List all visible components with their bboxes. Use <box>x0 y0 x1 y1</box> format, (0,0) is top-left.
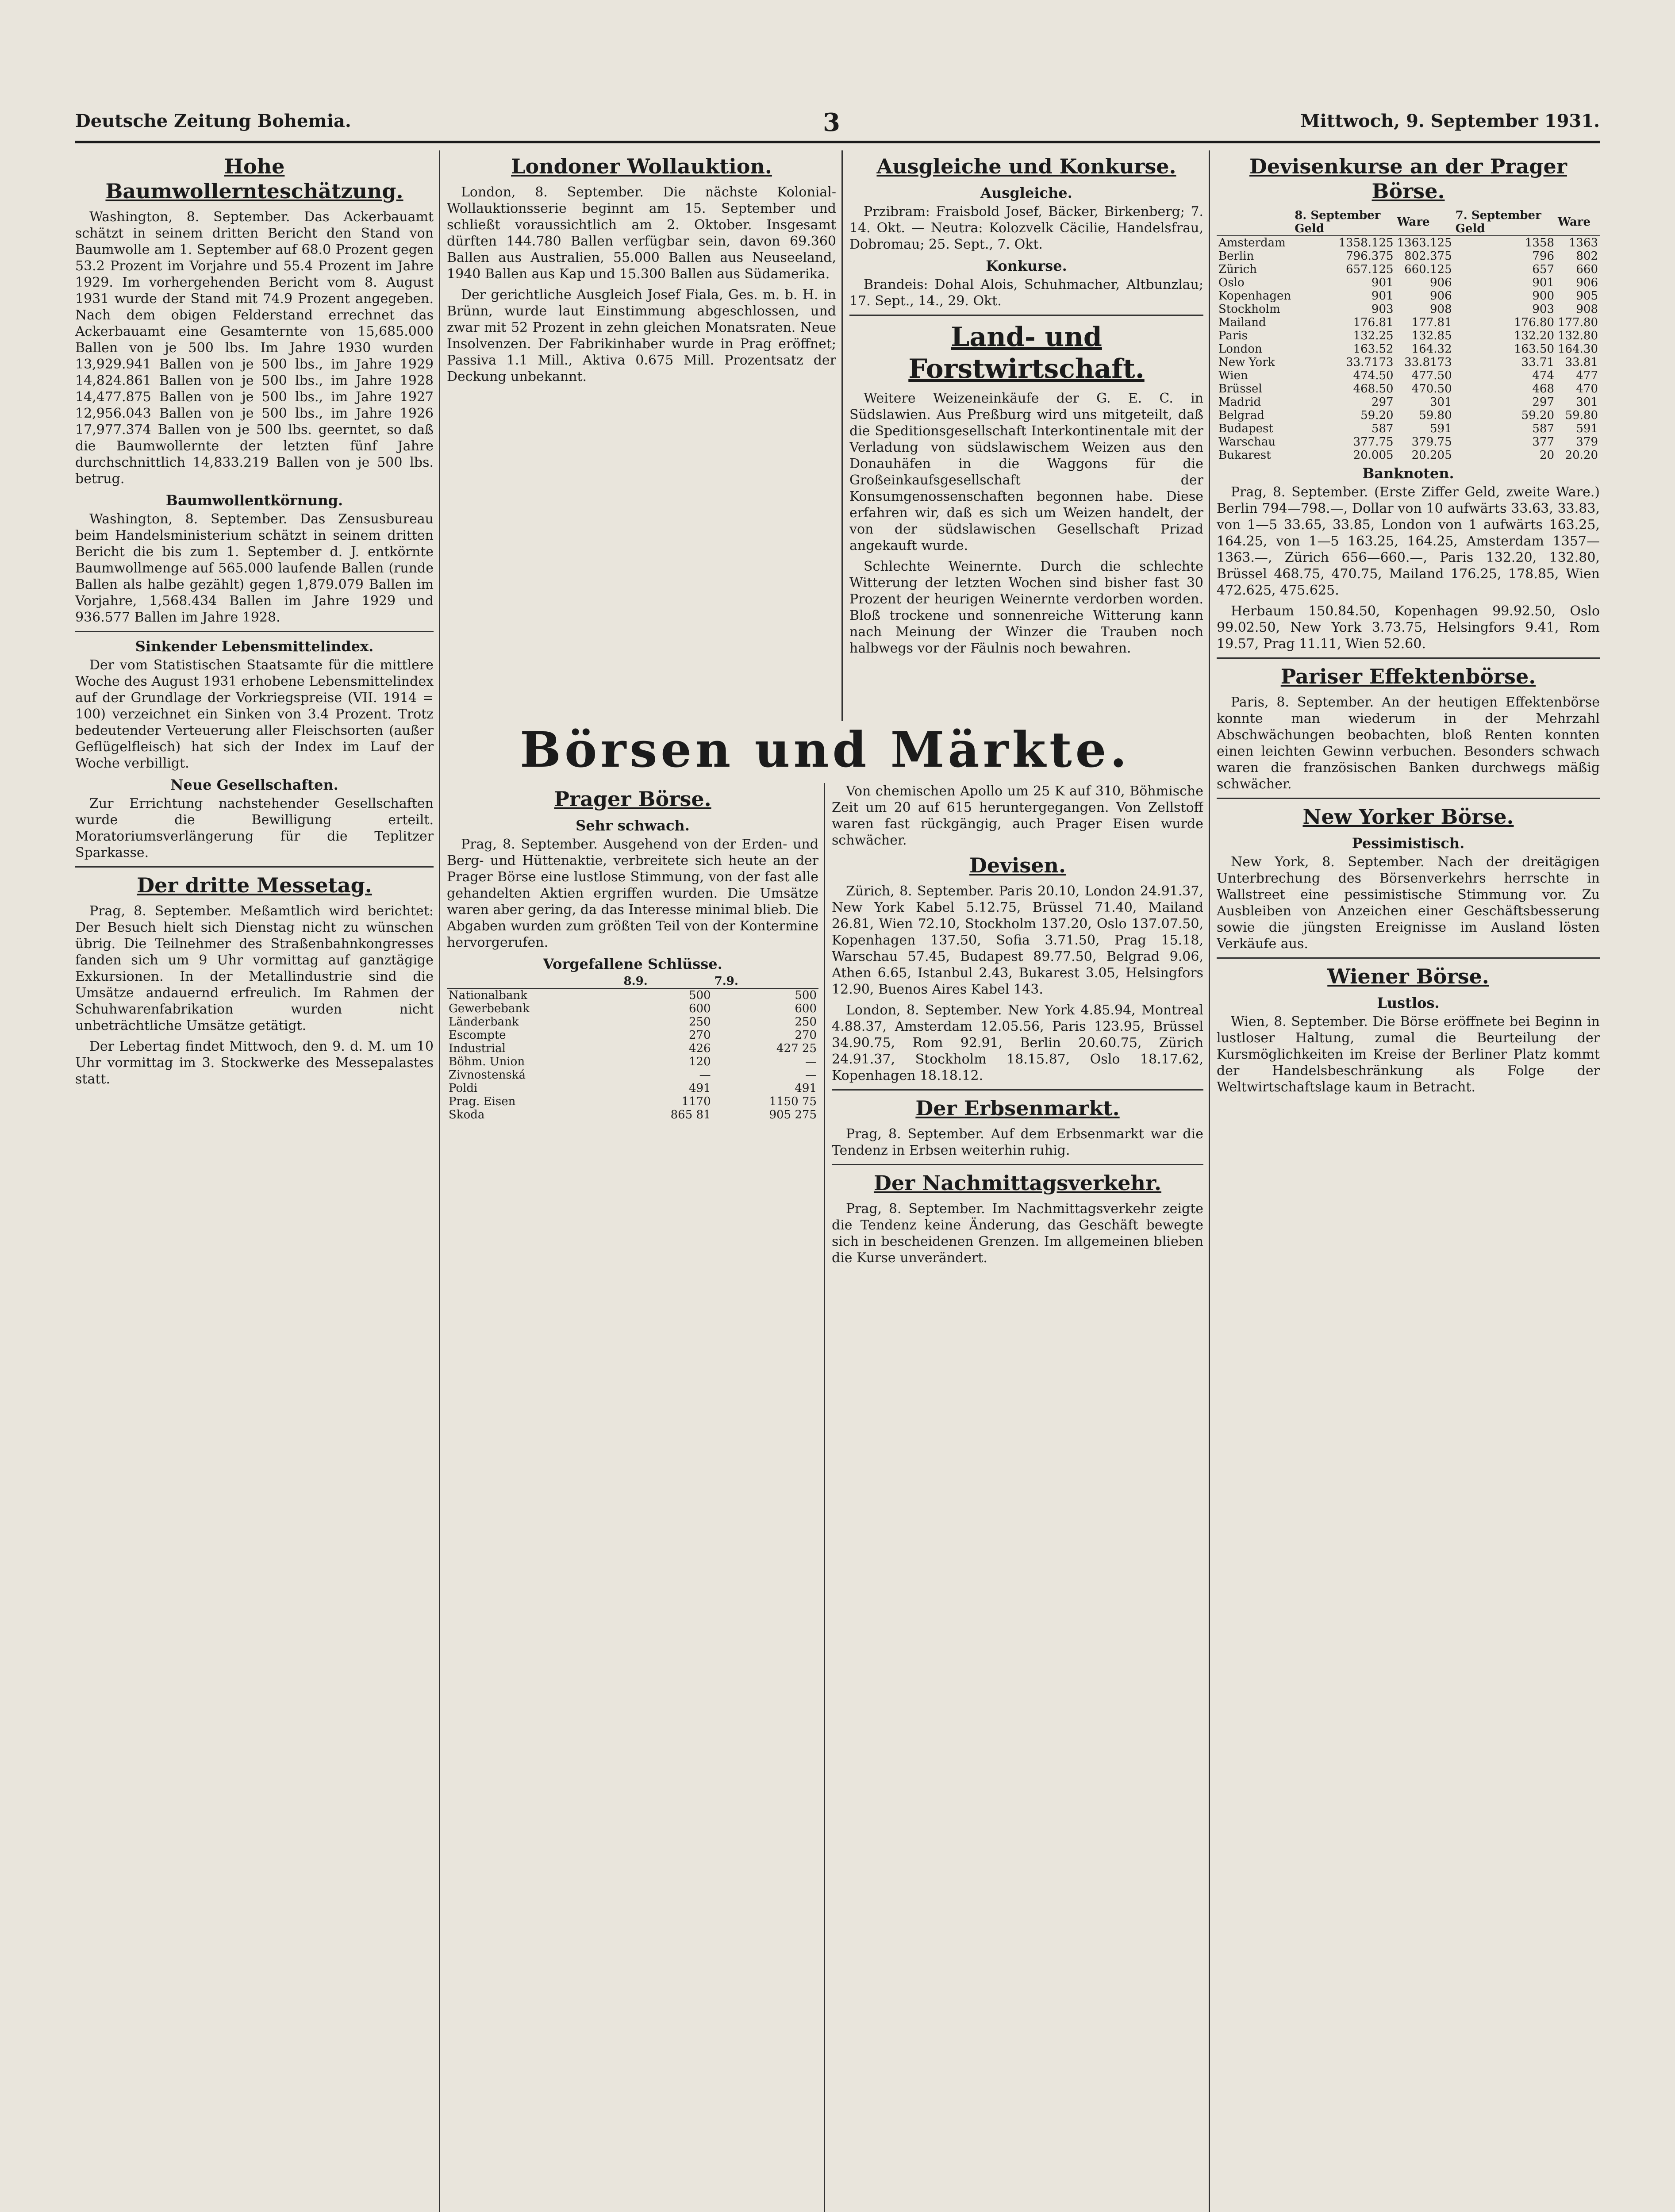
article-heading: Hohe Baumwollernteschätzung. <box>105 154 403 203</box>
table-cell: Poldi <box>449 1082 478 1095</box>
column-divider <box>824 783 825 2212</box>
table-cell: 33.81 <box>1565 356 1598 369</box>
table-cell: 901 <box>1532 276 1554 289</box>
table-cell: London <box>1218 342 1262 356</box>
article-heading: Prager Börse. <box>554 787 711 811</box>
stock-row <box>447 1002 818 1015</box>
column-1 <box>75 150 434 2212</box>
table-header-cell: Ware <box>1395 209 1454 236</box>
article-text: London, 8. September. New York 4.85.94, Montreal 4.88.37, Amsterdam 12.05.56, Paris 123.95, Brüssel 34.90.75, Rom 92.91, Berlin 20.60.75, Zürich 24.91.37, Stockholm 18.15.87, Oslo 18.17.62, Kopenhagen 18.18.12. <box>832 1002 1203 1083</box>
article-text: Paris, 8. September. An der heutigen Effektenbörse konnte man wiederum in der Mehrzahl Abschwächungen beobachten, bloß Renten konnten einen leichten Gewinn verbuchen. Besonders schwach waren die französischen Banken durchwegs mäßig schwächer. <box>1217 695 1600 792</box>
article-heading: Neue Gesellschaften. <box>170 776 338 793</box>
table-cell: 120 <box>688 1055 711 1068</box>
table-cell: 427 25 <box>776 1042 817 1055</box>
table-title: Vorgefallene Schlüsse. <box>543 956 722 972</box>
table-cell: Skoda <box>449 1108 485 1121</box>
column-4 <box>1217 150 1600 2212</box>
exchange-rate-row <box>1217 236 1600 250</box>
table-cell: 906 <box>1576 276 1598 289</box>
article-text: Washington, 8. September. Das Zensusbureau beim Handelsministerium schätzt in seinem dritten Bericht die bis zum 1. September d. J. entkörnte Baumwollmenge auf 565.000 laufende Ballen (runde Ballen als halbe gezählt) gegen 1,879.079 Ballen im Vorjahre, 1,568.434 Ballen im Jahre 1929 und 936.577 Ballen im Jahre 1928. <box>75 511 434 625</box>
exchange-rate-row <box>1217 369 1600 382</box>
table-cell: 377 <box>1532 435 1554 449</box>
separator <box>75 866 434 868</box>
column-divider <box>1209 150 1210 2212</box>
table-cell: 176.80 <box>1514 316 1554 329</box>
article-text: Brandeis: Dohal Alois, Schuhmacher, Altbunzlau; 17. Sept., 14., 29. Okt. <box>849 277 1203 309</box>
table-cell: 900 <box>1532 289 1554 303</box>
table-cell: 20.205 <box>1411 449 1452 462</box>
table-cell: — <box>805 1068 817 1082</box>
table-cell: 426 <box>688 1042 711 1055</box>
table-cell: 865 81 <box>670 1108 711 1121</box>
article-text: Herbaum 150.84.50, Kopenhagen 99.92.50, Oslo 99.02.50, New York 3.73.75, Helsingfors 9.41, Rom 19.57, Prag 11.11, Wien 52.60. <box>1217 603 1600 652</box>
section-headline: Börsen und Märkte. <box>520 721 1130 778</box>
table-cell: Prag. Eisen <box>449 1095 516 1108</box>
table-cell: 903 <box>1371 303 1394 316</box>
table-cell: 905 <box>1576 289 1598 303</box>
article-heading: New Yorker Börse. <box>1302 805 1514 829</box>
table-cell: 796 <box>1532 250 1554 263</box>
stock-quotes-table <box>447 975 818 1121</box>
table-cell: Budapest <box>1218 422 1273 435</box>
exchange-rate-row <box>1217 329 1600 342</box>
table-cell: Gewerbebank <box>449 1002 530 1015</box>
article-text: Der gerichtliche Ausgleich Josef Fiala, Ges. m. b. H. in Brünn, wurde laut Einstimmung abgeschlossen, und zwar mit 52 Prozent in zehn gleichen Monatsraten. Neue Insolvenzen. Der Fabrikinhaber wurde in Prag eröffnet; Passiva 1.1 Mill., Aktiva 0.675 Mill. Prozentsatz der Deckung unbekannt. <box>447 287 836 384</box>
table-cell: — <box>805 1055 817 1068</box>
table-cell: Industrial <box>449 1042 506 1055</box>
table-cell: 177.80 <box>1558 316 1598 329</box>
table-cell: 477.50 <box>1411 369 1452 382</box>
table-cell: 477 <box>1576 369 1598 382</box>
stock-row <box>447 1042 818 1055</box>
article-heading: Sinkender Lebensmittelindex. <box>135 638 374 655</box>
column-divider <box>439 150 440 2212</box>
article-heading: Pariser Effektenbörse. <box>1280 664 1536 688</box>
table-cell: 470 <box>1576 382 1598 396</box>
article-text: Der vom Statistischen Staatsamte für die mittlere Woche des August 1931 erhobene Lebensmittelindex auf der Grundlage der Vorkriegspreise (VII. 1914 = 100) verzeichnet ein Sinken von 3.4 Prozent. Trotz bedeutender Verteuerung aller Fleischsorten (außer Geflügelfleisch) hat sich der Index im Lauf der Woche verbilligt. <box>75 657 434 771</box>
table-header-cell <box>1217 209 1293 236</box>
article-text: Przibram: Fraisbold Josef, Bäcker, Birkenberg; 7. 14. Okt. — Neutra: Kolozvelk Cäcilie, Handelsfrau, Dobromau; 25. Sept., 7. Okt. <box>849 204 1203 252</box>
table-cell: 905 275 <box>769 1108 817 1121</box>
table-cell: Zivnostenská <box>449 1068 526 1082</box>
table-cell: 33.71 <box>1521 356 1554 369</box>
article-heading: Der dritte Messetag. <box>137 873 372 897</box>
exchange-rates-table <box>1217 209 1600 462</box>
table-cell: 59.80 <box>1565 409 1598 422</box>
exchange-rate-row <box>1217 409 1600 422</box>
article-heading: Londoner Wollauktion. <box>511 154 772 178</box>
article-subheading: Pessimistisch. <box>1352 835 1465 852</box>
table-cell: 474 <box>1532 369 1554 382</box>
table-cell: 901 <box>1371 289 1394 303</box>
table-cell: 468 <box>1532 382 1554 396</box>
exchange-rate-row <box>1217 303 1600 316</box>
exchange-rate-row <box>1217 316 1600 329</box>
stock-row <box>447 1068 818 1082</box>
exchange-rate-row <box>1217 263 1600 276</box>
article-text: New York, 8. September. Nach der dreitägigen Unterbrechung des Börsenverkehrs herrschte in Wallstreet eine pessimistische Stimmung vor. Zu Ausbleiben von Anzeichen einer Geschäftsbesserung sowie die jüngsten Ereignisse im Ausland lösten Verkäufe aus. <box>1217 854 1600 952</box>
article-subheading: Lustlos. <box>1377 995 1440 1011</box>
table-cell: 468.50 <box>1353 382 1394 396</box>
exchange-rate-row <box>1217 382 1600 396</box>
table-header-cell: 8.9. <box>622 975 713 988</box>
table-cell: 906 <box>1429 289 1452 303</box>
table-cell: Madrid <box>1218 396 1261 409</box>
table-cell: Stockholm <box>1218 303 1280 316</box>
separator <box>1217 798 1600 799</box>
issue-date: Mittwoch, 9. September 1931. <box>1300 111 1600 131</box>
article-heading: Banknoten. <box>1362 465 1454 482</box>
table-cell: 132.20 <box>1514 329 1554 342</box>
exchange-rate-row <box>1217 276 1600 289</box>
article-text: Prag, 8. September. Meßamtlich wird berichtet: Der Besuch hielt sich Dienstag nicht zu wünschen übrig. Die Teilnehmer des Straßenbahnkongresses fanden sich um 9 Uhr vormittag auf ganztägige Exkursionen. In der Metallindustrie sind die Umsätze andauernd erfreulich. Im Rahmen der Schuhwarenfabrikation wurden nicht unbeträchtliche Umsätze getätigt. <box>75 903 434 1033</box>
table-cell: Belgrad <box>1218 409 1265 422</box>
page-number: 3 <box>823 108 840 137</box>
paper-name: Deutsche Zeitung Bohemia. <box>75 111 351 131</box>
article-text: Schlechte Weinernte. Durch die schlechte Witterung der letzten Wochen sind bisher fast 30 Prozent der heurigen Weinernte verdorben worden. Bloß trockene und sonnenreiche Witterung kann nach Meinung der Winzer die Trauben noch halbwegs vor der Fäulnis noch bewahren. <box>849 559 1203 656</box>
article-heading: Baumwollentkörnung. <box>165 492 343 509</box>
table-cell: 59.20 <box>1360 409 1394 422</box>
article-text: Zur Errichtung nachstehender Gesellschaften wurde die Bewilligung erteilt. Moratoriumsverlängerung für die Teplitzer Sparkasse. <box>75 796 434 860</box>
table-cell: Zürich <box>1218 263 1257 276</box>
separator <box>75 631 434 632</box>
table-header-cell: Ware <box>1556 209 1600 236</box>
table-cell: 20 <box>1539 449 1554 462</box>
article-text: Washington, 8. September. Das Ackerbauamt schätzt in seinem dritten Bericht den Stand von Baumwolle am 1. September auf 68.0 Prozent gegen 53.2 Prozent im Vorjahre und 55.4 Prozent im Jahre 1929. Im vorhergehenden Bericht vom 8. August 1931 wurde der Stand mit 74.9 Prozent angegeben. Nach dem obigen Felderstand errechnet das Ackerbauamt eine Gesamternte von 15,685.000 Ballen von je 500 lbs. Im Jahre 1930 wurden 13,929.941 Ballen von je 500 lbs., im Jahre 1929 14,824.861 Ballen von je 500 lbs., im Jahre 1928 14,477.875 Ballen von je 500 lbs., im Jahre 1927 12,956.043 Ballen von je 500 lbs., im Jahre 1926 17,977.374 Ballen von je 500 lbs. geerntet, so daß die Baumwollernte der letzten fünf Jahre durchschnittlich 14,833.219 Ballen von je 500 lbs. betrug. <box>75 209 434 487</box>
table-cell: 474.50 <box>1353 369 1394 382</box>
table-cell: 587 <box>1371 422 1394 435</box>
article-text: Zürich, 8. September. Paris 20.10, London 24.91.37, New York Kabel 5.12.75, Brüssel 71.40, Mailand 26.81, Wien 72.10, Stockholm 137.20, Oslo 137.07.50, Kopenhagen 137.50, Sofia 3.71.50, Prag 15.18, Warschau 57.45, Budapest 89.77.50, Belgrad 9.06, Athen 6.65, Istanbul 2.43, Bukarest 3.05, Helsingfors 12.90, Buenos Aires Kabel 143. <box>832 883 1203 997</box>
table-cell: 250 <box>795 1015 817 1029</box>
table-cell: Bukarest <box>1218 449 1271 462</box>
table-cell: 1363.125 <box>1397 236 1452 250</box>
table-cell: 33.7173 <box>1346 356 1394 369</box>
table-cell: Kopenhagen <box>1218 289 1291 303</box>
article-text: Weitere Weizeneinkäufe der G. E. C. in Südslawien. Aus Preßburg wird uns mitgeteilt, daß die Speditionsgesellschaft Interkontinentale mit der Verladung von südslawischem Weizen aus den Donauhäfen in die Waggons für die Großeinkaufsgesellschaft der Konsumgenossenschaften begonnen habe. Diese erfahren wir, daß es sich um Weizen handelt, der von der südslawischen Gesellschaft Prizad angekauft wurde. <box>849 391 1203 553</box>
column-devisen <box>832 783 1203 2212</box>
table-cell: 903 <box>1532 303 1554 316</box>
stock-row <box>447 1029 818 1042</box>
separator <box>1217 657 1600 659</box>
table-cell: Warschau <box>1218 435 1276 449</box>
table-cell: 591 <box>1429 422 1452 435</box>
table-cell: 1363 <box>1568 236 1598 250</box>
table-cell: Böhm. Union <box>449 1055 525 1068</box>
table-cell: 657 <box>1532 263 1554 276</box>
article-heading: Ausgleiche und Konkurse. <box>876 154 1176 178</box>
article-heading: Land- und Forstwirtschaft. <box>908 322 1145 384</box>
table-cell: 20.20 <box>1565 449 1598 462</box>
table-cell: Wien <box>1218 369 1248 382</box>
article-subheading: Konkurse. <box>986 257 1067 274</box>
table-cell: 250 <box>688 1015 711 1029</box>
table-cell: New York <box>1218 356 1275 369</box>
article-text: London, 8. September. Die nächste Kolonial-Wollauktionsserie beginnt am 15. September und schließt voraussichtlich am 2. Oktober. Insgesamt dürften 144.780 Ballen verfügbar sein, davon 69.360 Ballen aus Australien, 55.000 Ballen aus Neuseeland, 1940 Ballen aus Kap und 15.300 Ballen aus Südamerika. <box>447 184 836 282</box>
separator <box>1217 957 1600 959</box>
table-header-cell: 7. September Geld <box>1454 209 1556 236</box>
exchange-rate-row <box>1217 435 1600 449</box>
table-cell: 297 <box>1532 396 1554 409</box>
article-heading: Der Nachmittagsverkehr. <box>873 1171 1162 1195</box>
table-cell: 301 <box>1429 396 1452 409</box>
exchange-rate-row <box>1217 250 1600 263</box>
table-cell: 600 <box>688 1002 711 1015</box>
exchange-rate-row <box>1217 396 1600 409</box>
stock-row <box>447 1015 818 1029</box>
table-cell: 132.25 <box>1353 329 1394 342</box>
table-cell: 591 <box>1576 422 1598 435</box>
table-cell: 500 <box>688 989 711 1002</box>
separator <box>849 315 1203 316</box>
exchange-rate-row <box>1217 342 1600 356</box>
article-heading: Wiener Börse. <box>1327 964 1489 988</box>
table-cell: 59.80 <box>1419 409 1452 422</box>
table-cell: 500 <box>795 989 817 1002</box>
article-heading: Devisen. <box>969 853 1066 877</box>
stock-row <box>447 1055 818 1068</box>
table-cell: 491 <box>688 1082 711 1095</box>
table-cell: 164.30 <box>1558 342 1598 356</box>
separator <box>832 1089 1203 1091</box>
masthead-rule <box>75 141 1600 143</box>
table-header-cell <box>447 975 622 988</box>
article-subheading: Ausgleiche. <box>980 184 1072 201</box>
article-subheading: Sehr schwach. <box>576 817 690 834</box>
table-cell: 270 <box>795 1029 817 1042</box>
table-cell: 660 <box>1576 263 1598 276</box>
table-cell: 297 <box>1371 396 1394 409</box>
exchange-rate-row <box>1217 449 1600 462</box>
article-heading: Der Erbsenmarkt. <box>915 1096 1120 1120</box>
article-text: Der Lebertag findet Mittwoch, den 9. d. M. um 10 Uhr vormittag im 3. Stockwerke des Messepalastes statt. <box>75 1039 434 1087</box>
table-cell: 379.75 <box>1411 435 1452 449</box>
table-cell: 20.005 <box>1353 449 1394 462</box>
table-cell: 164.32 <box>1411 342 1452 356</box>
table-cell: Länderbank <box>449 1015 519 1029</box>
table-cell: 33.8173 <box>1404 356 1452 369</box>
table-cell: 270 <box>688 1029 711 1042</box>
exchange-rate-row <box>1217 356 1600 369</box>
stock-row <box>447 1095 818 1108</box>
table-cell: Berlin <box>1218 250 1254 263</box>
table-cell: 802 <box>1576 250 1598 263</box>
table-cell: 163.52 <box>1353 342 1394 356</box>
table-header-cell: 7.9. <box>713 975 818 988</box>
stock-row <box>447 988 818 1002</box>
exchange-rate-row <box>1217 289 1600 303</box>
table-cell: 470.50 <box>1411 382 1452 396</box>
table-cell: 163.50 <box>1514 342 1554 356</box>
table-header-cell: 8. September Geld <box>1293 209 1395 236</box>
table-cell: Nationalbank <box>449 989 527 1002</box>
table-cell: 901 <box>1371 276 1394 289</box>
article-text: Prag, 8. September. Ausgehend von der Erden- und Berg- und Hüttenaktie, verbreitete sich heute an der Prager Börse eine lustlose Stimmung, von der fast alle gehandelten Aktien ergriffen wurden. Die Umsätze waren aber gering, da das Interesse minimal blieb. Die Abgaben wurden zum größten Teil von der Kontermine hervorgerufen. <box>447 837 818 950</box>
separator <box>832 1164 1203 1165</box>
table-cell: Escompte <box>449 1029 506 1042</box>
table-cell: 379 <box>1576 435 1598 449</box>
table-cell: 600 <box>795 1002 817 1015</box>
table-cell: 176.81 <box>1353 316 1394 329</box>
table-cell: 1358 <box>1525 236 1554 250</box>
table-cell: 908 <box>1429 303 1452 316</box>
table-cell: Oslo <box>1218 276 1245 289</box>
table-cell: 802.375 <box>1404 250 1452 263</box>
article-text: Prag, 8. September. (Erste Ziffer Geld, zweite Ware.) Berlin 794—798.—, Dollar von 10 aufwärts 33.63, 33.83, von 1—5 33.65, 33.85, London von 1 aufwärts 163.25, 164.25, von 1—5 163.25, 164.25, Amsterdam 1357—1363.—, Zürich 656—660.—, Paris 132.20, 132.80, Brüssel 468.75, 470.75, Mailand 176.25, 178.85, Wien 472.625, 475.625. <box>1217 484 1600 598</box>
stock-row <box>447 1108 818 1121</box>
table-cell: 906 <box>1429 276 1452 289</box>
table-cell: 1150 75 <box>769 1095 817 1108</box>
table-cell: 301 <box>1576 396 1598 409</box>
table-cell: 657.125 <box>1346 263 1394 276</box>
table-cell: Amsterdam <box>1218 236 1286 250</box>
exchange-rate-row <box>1217 422 1600 435</box>
table-cell: 796.375 <box>1346 250 1394 263</box>
column-3 <box>849 150 1203 717</box>
table-cell: 491 <box>795 1082 817 1095</box>
article-text: Von chemischen Apollo um 25 K auf 310, Böhmische Zeit um 20 auf 615 heruntergegangen. Von Zellstoff waren fast rückgängig, auch Prager Eisen wurde schwächer. <box>832 783 1203 848</box>
article-text: Prag, 8. September. Im Nachmittagsverkehr zeigte die Tendenz keine Änderung, das Geschäft bewegte sich in bescheidenen Grenzen. Im allgemeinen blieben die Kurse unverändert. <box>832 1201 1203 1266</box>
table-cell: 660.125 <box>1404 263 1452 276</box>
table-cell: 59.20 <box>1521 409 1554 422</box>
article-text: Wien, 8. September. Die Börse eröffnete bei Beginn in lustloser Haltung, zumal die Beurteilung der Kursmöglichkeiten im Kreise der Berliner Platz kommt der Handelsbeschränkung als Folge der Weltwirtschaftslage kaum in Betracht. <box>1217 1014 1600 1095</box>
table-cell: 132.80 <box>1558 329 1598 342</box>
table-cell: 587 <box>1532 422 1554 435</box>
article-text: Prag, 8. September. Auf dem Erbsenmarkt war die Tendenz in Erbsen weiterhin ruhig. <box>832 1126 1203 1158</box>
table-cell: 132.85 <box>1411 329 1452 342</box>
article-heading: Devisenkurse an der Prager Börse. <box>1249 154 1567 203</box>
table-cell: Mailand <box>1218 316 1266 329</box>
masthead <box>75 108 1600 142</box>
table-cell: 908 <box>1576 303 1598 316</box>
column-prager-boerse <box>447 783 818 2212</box>
table-cell: 1170 <box>681 1095 711 1108</box>
column-divider <box>841 150 843 721</box>
table-cell: 377.75 <box>1353 435 1394 449</box>
table-cell: 177.81 <box>1411 316 1452 329</box>
table-cell: Brüssel <box>1218 382 1262 396</box>
table-cell: — <box>699 1068 711 1082</box>
table-cell: Paris <box>1218 329 1248 342</box>
stock-row <box>447 1082 818 1095</box>
table-cell: 1358.125 <box>1338 236 1394 250</box>
